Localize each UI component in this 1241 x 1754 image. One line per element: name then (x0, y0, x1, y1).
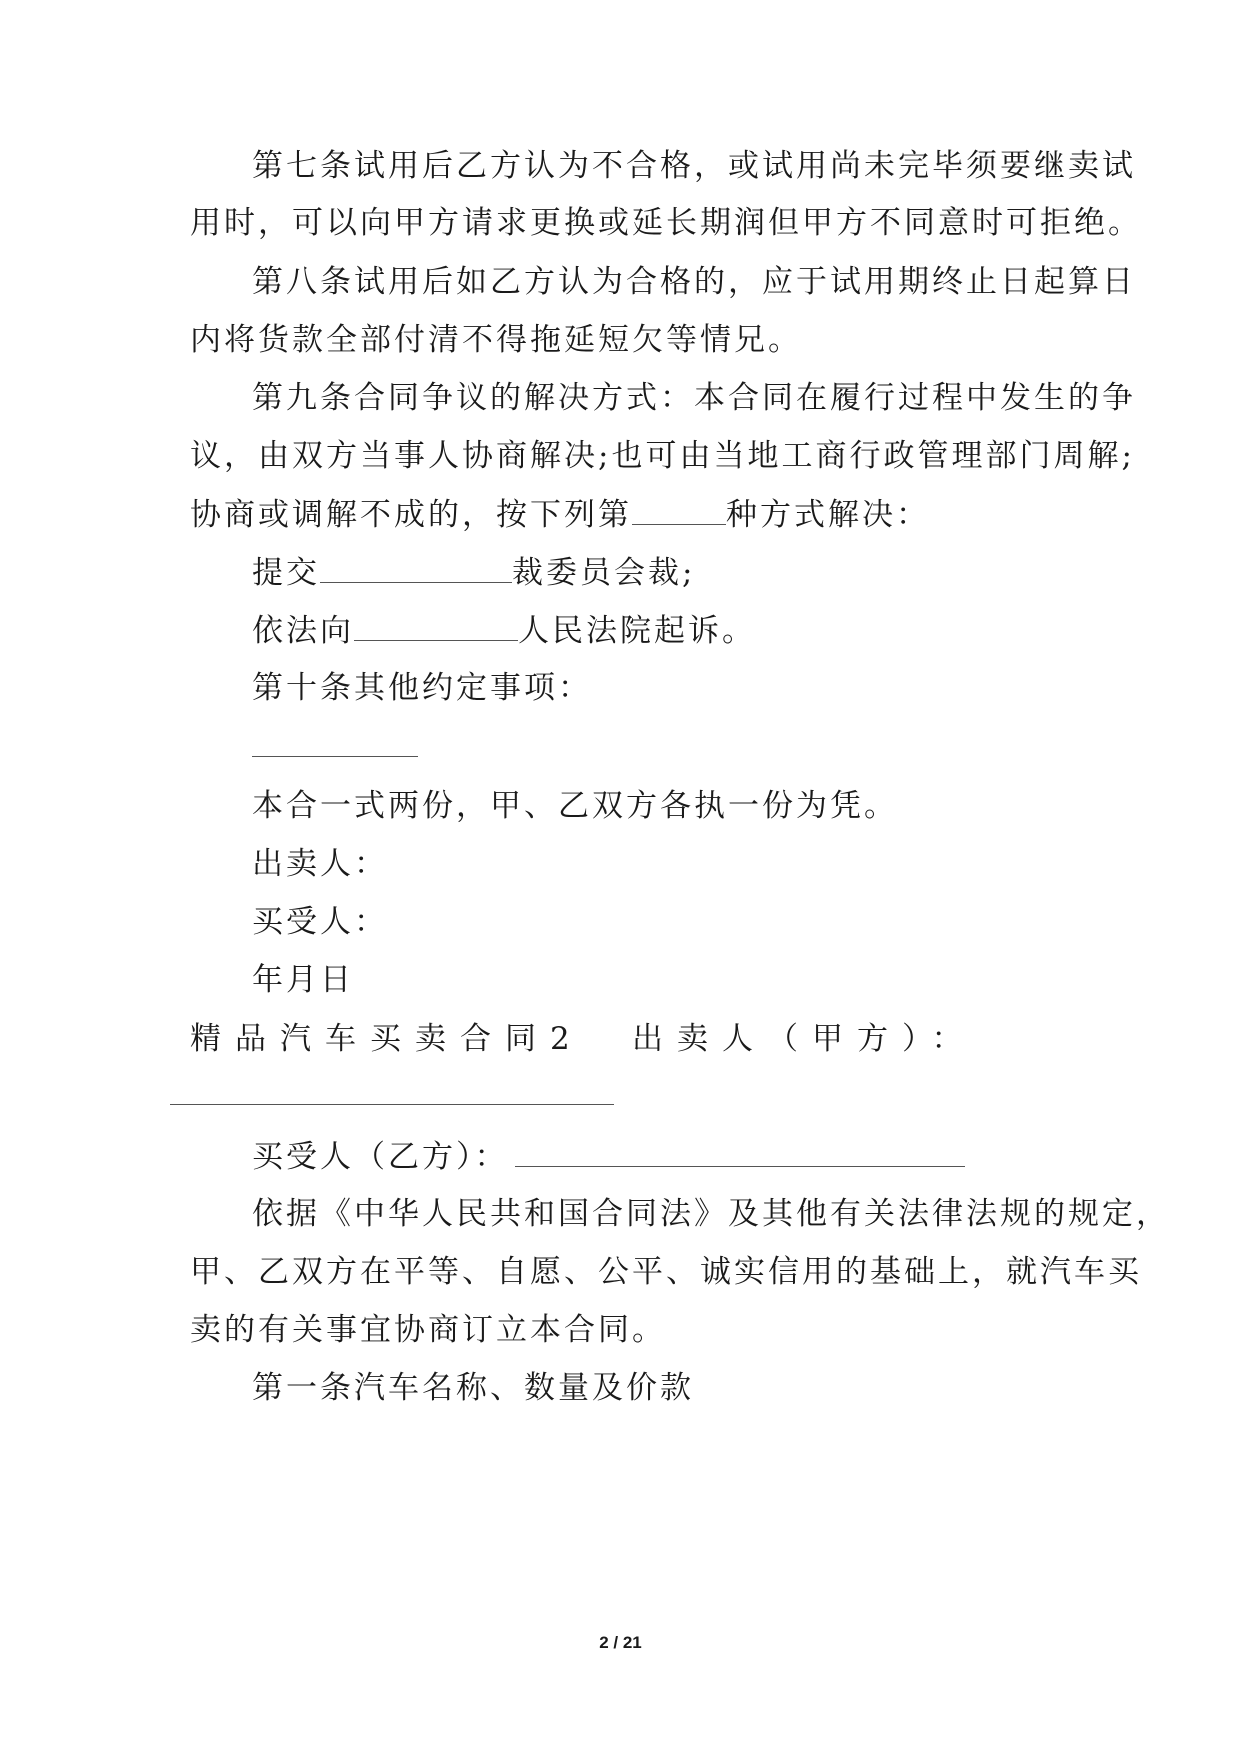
line-text: 裁委员会裁; (512, 555, 696, 591)
fill-in-blank (354, 610, 518, 641)
paragraph-line: 第九条合同争议的解决方式：本合同在履行过程中发生的争 (252, 380, 1136, 416)
paragraph-line: 依据《中华人民共和国合同法》及其他有关法律法规的规定， (252, 1196, 1170, 1232)
line-text: 种方式解决： (726, 497, 930, 533)
line-text: 人民法院起诉。 (518, 613, 756, 649)
fill-in-blank (170, 1104, 614, 1105)
paragraph-line: 年月日 (252, 962, 354, 998)
paragraph-line: 内将货款全部付清不得拖延短欠等情兄。 (190, 322, 802, 358)
fill-in-blank (320, 552, 512, 583)
paragraph-line (190, 494, 1050, 535)
fill-in-blank (252, 756, 418, 757)
paragraph-line: 甲、乙双方在平等、自愿、公平、诚实信用的基础上，就汽车买 (190, 1254, 1142, 1290)
paragraph-line: 第七条试用后乙方认为不合格，或试用尚未完毕须要继卖试 (252, 148, 1136, 184)
paragraph-line: 第一条汽车名称、数量及价款 (252, 1370, 694, 1406)
paragraph-line: 第八条试用后如乙方认为合格的，应于试用期终止日起算日 (252, 264, 1136, 300)
page-number: 2 / 21 (599, 1633, 642, 1652)
paragraph-line: 本合一式两份，甲、乙双方各执一份为凭。 (252, 788, 898, 824)
paragraph-line: 用时，可以向甲方请求更换或延长期润但甲方不同意时可拒绝。 (190, 205, 1142, 241)
paragraph-line: 议，由双方当事人协商解决;也可由当地工商行政管理部门周解; (190, 438, 1135, 474)
fill-in-blank (515, 1136, 965, 1167)
paragraph-line: 出卖人（甲方）： (632, 1021, 977, 1057)
paragraph-line: 卖的有关事宜协商订立本合同。 (190, 1312, 666, 1348)
line-text: 依法向 (252, 613, 354, 649)
line-text: 协商或调解不成的，按下列第 (190, 497, 632, 533)
paragraph-line: 出卖人： (252, 846, 388, 882)
section-heading: 精品汽车买卖合同2 (190, 1021, 584, 1057)
line-text: 买受人（乙方）： (252, 1139, 509, 1175)
paragraph-line (252, 610, 1112, 651)
paragraph-line: 买受人： (252, 904, 388, 940)
paragraph-line: 第十条其他约定事项： (252, 670, 592, 706)
fill-in-blank (632, 494, 726, 525)
line-text: 提交 (252, 555, 320, 591)
paragraph-line (252, 1136, 1112, 1177)
paragraph-line (252, 552, 1112, 593)
